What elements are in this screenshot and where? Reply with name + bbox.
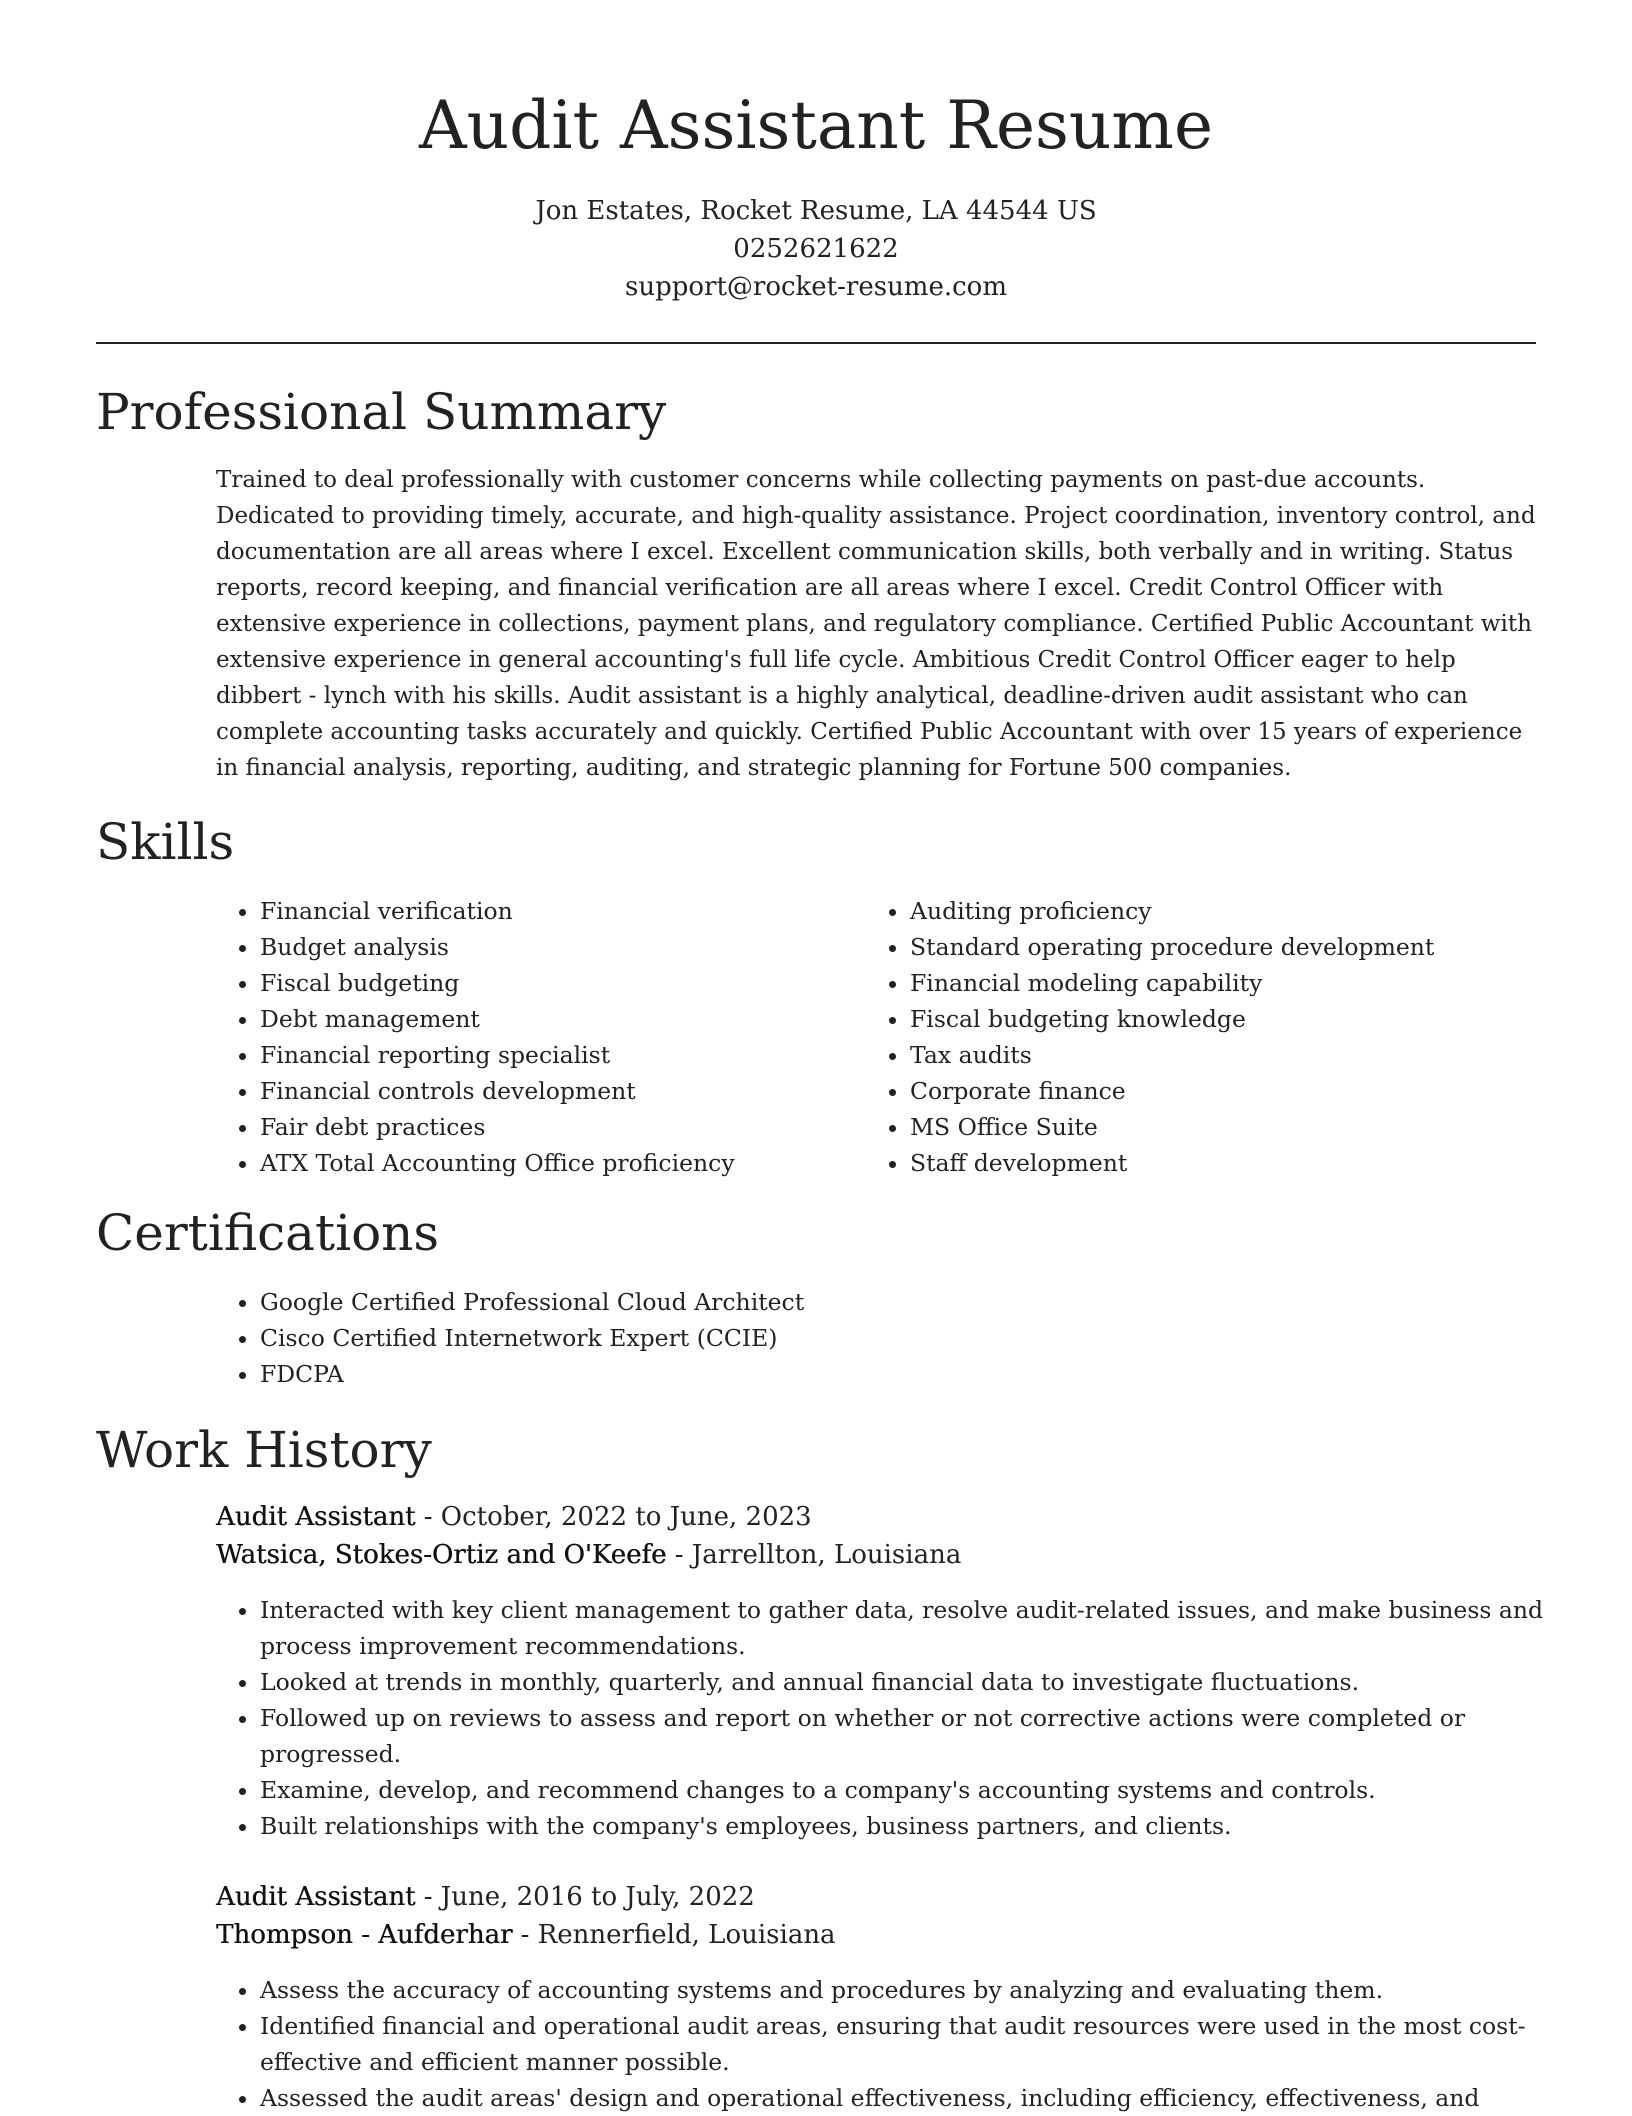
skill-item: • Staff development — [910, 1145, 1570, 1181]
skills-heading: Skills — [96, 813, 235, 871]
skill-item: • Budget analysis — [260, 929, 860, 965]
job-location: - Rennerfield, Louisiana — [512, 1920, 836, 1950]
job-location: - Jarrellton, Louisiana — [666, 1540, 962, 1570]
skill-item: • Financial verification — [260, 893, 860, 929]
contact-address: Jon Estates, Rocket Resume, LA 44544 US — [535, 196, 1097, 226]
skill-item: • ATX Total Accounting Office proficiency — [260, 1145, 860, 1181]
job-title: Audit Assistant — [216, 1502, 416, 1532]
contact-email: support@rocket-resume.com — [624, 272, 1007, 302]
job-title-line — [216, 1878, 1536, 1916]
skill-item: • Fiscal budgeting knowledge — [910, 1001, 1570, 1037]
resume-title: Audit Assistant Resume — [418, 87, 1214, 164]
skills-list-left — [216, 893, 860, 1181]
certification-item: • FDCPA — [260, 1356, 1360, 1392]
certifications-list — [216, 1284, 1360, 1392]
skill-item: • MS Office Suite — [910, 1109, 1570, 1145]
job-bullet: • Assess the accuracy of accounting systems and procedures by analyzing and evaluating them. — [260, 1972, 1580, 2008]
job-dates: - June, 2016 to July, 2022 — [415, 1882, 755, 1912]
skill-item: • Debt management — [260, 1001, 860, 1037]
job-company: Watsica, Stokes-Ortiz and O'Keefe — [216, 1540, 667, 1570]
skill-item: • Fiscal budgeting — [260, 965, 860, 1001]
skills-list-right — [866, 893, 1570, 1181]
job-company-line — [216, 1536, 1536, 1574]
certification-item: • Google Certified Professional Cloud Architect — [260, 1284, 1360, 1320]
job-dates: - October, 2022 to June, 2023 — [415, 1502, 812, 1532]
job-bullet: • Assessed the audit areas' design and operational effectiveness, including efficiency, effectiveness, and — [260, 2080, 1580, 2116]
job-bullet: • Built relationships with the company's employees, business partners, and clients. — [260, 1808, 1580, 1844]
job-title: Audit Assistant — [216, 1882, 416, 1912]
skill-item: • Fair debt practices — [260, 1109, 860, 1145]
header-divider — [96, 342, 1536, 344]
job-bullets — [216, 1972, 1580, 2116]
contact-block — [0, 192, 1632, 306]
contact-phone: 0252621622 — [733, 234, 899, 264]
job-bullet: • Examine, develop, and recommend changes to a company's accounting systems and controls. — [260, 1772, 1580, 1808]
certifications-heading: Certifications — [96, 1204, 440, 1262]
job-company: Thompson - Aufderhar — [216, 1920, 513, 1950]
summary-text: Trained to deal professionally with customer concerns while collecting payments on past-due accounts. Dedicated to providing timely, accurate, and high-quality assistance. Project coordination, inventory control, and documentation are all areas where I excel. Excellent communication skills, both verbally and in writing. Status reports, record keeping, and financial verification are all areas where I excel. Credit Control Officer with extensive experience in collections, payment plans, and regulatory compliance. Certified Public Accountant with extensive experience in general accounting's full life cycle. Ambitious Credit Control Officer eager to help dibbert - lynch with his skills. Audit assistant is a highly analytical, deadline-driven audit assistant who can complete accounting tasks accurately and quickly. Certified Public Accountant with over 15 years of experience in financial analysis, reporting, auditing, and strategic planning for Fortune 500 companies. — [216, 467, 1536, 781]
skill-item: • Tax audits — [910, 1037, 1570, 1073]
skill-item: • Standard operating procedure development — [910, 929, 1570, 965]
job-title-line — [216, 1498, 1536, 1536]
skill-item: • Financial modeling capability — [910, 965, 1570, 1001]
job-bullet: • Identified financial and operational audit areas, ensuring that audit resources were used in the most cost-effective and efficient manner possible. — [260, 2008, 1580, 2080]
job-bullet: • Looked at trends in monthly, quarterly, and annual financial data to investigate fluctuations. — [260, 1664, 1580, 1700]
job-bullets — [216, 1592, 1580, 1844]
summary-heading: Professional Summary — [96, 383, 667, 441]
certification-item: • Cisco Certified Internetwork Expert (CCIE) — [260, 1320, 1360, 1356]
skill-item: • Financial controls development — [260, 1073, 860, 1109]
job-bullet: • Interacted with key client management to gather data, resolve audit-related issues, and make business and process improvement recommendations. — [260, 1592, 1580, 1664]
job-company-line — [216, 1916, 1536, 1954]
skill-item: • Corporate finance — [910, 1073, 1570, 1109]
skill-item: • Auditing proficiency — [910, 893, 1570, 929]
job-bullet: • Followed up on reviews to assess and report on whether or not corrective actions were completed or progressed. — [260, 1700, 1580, 1772]
work-history-heading: Work History — [96, 1421, 432, 1479]
skill-item: • Financial reporting specialist — [260, 1037, 860, 1073]
